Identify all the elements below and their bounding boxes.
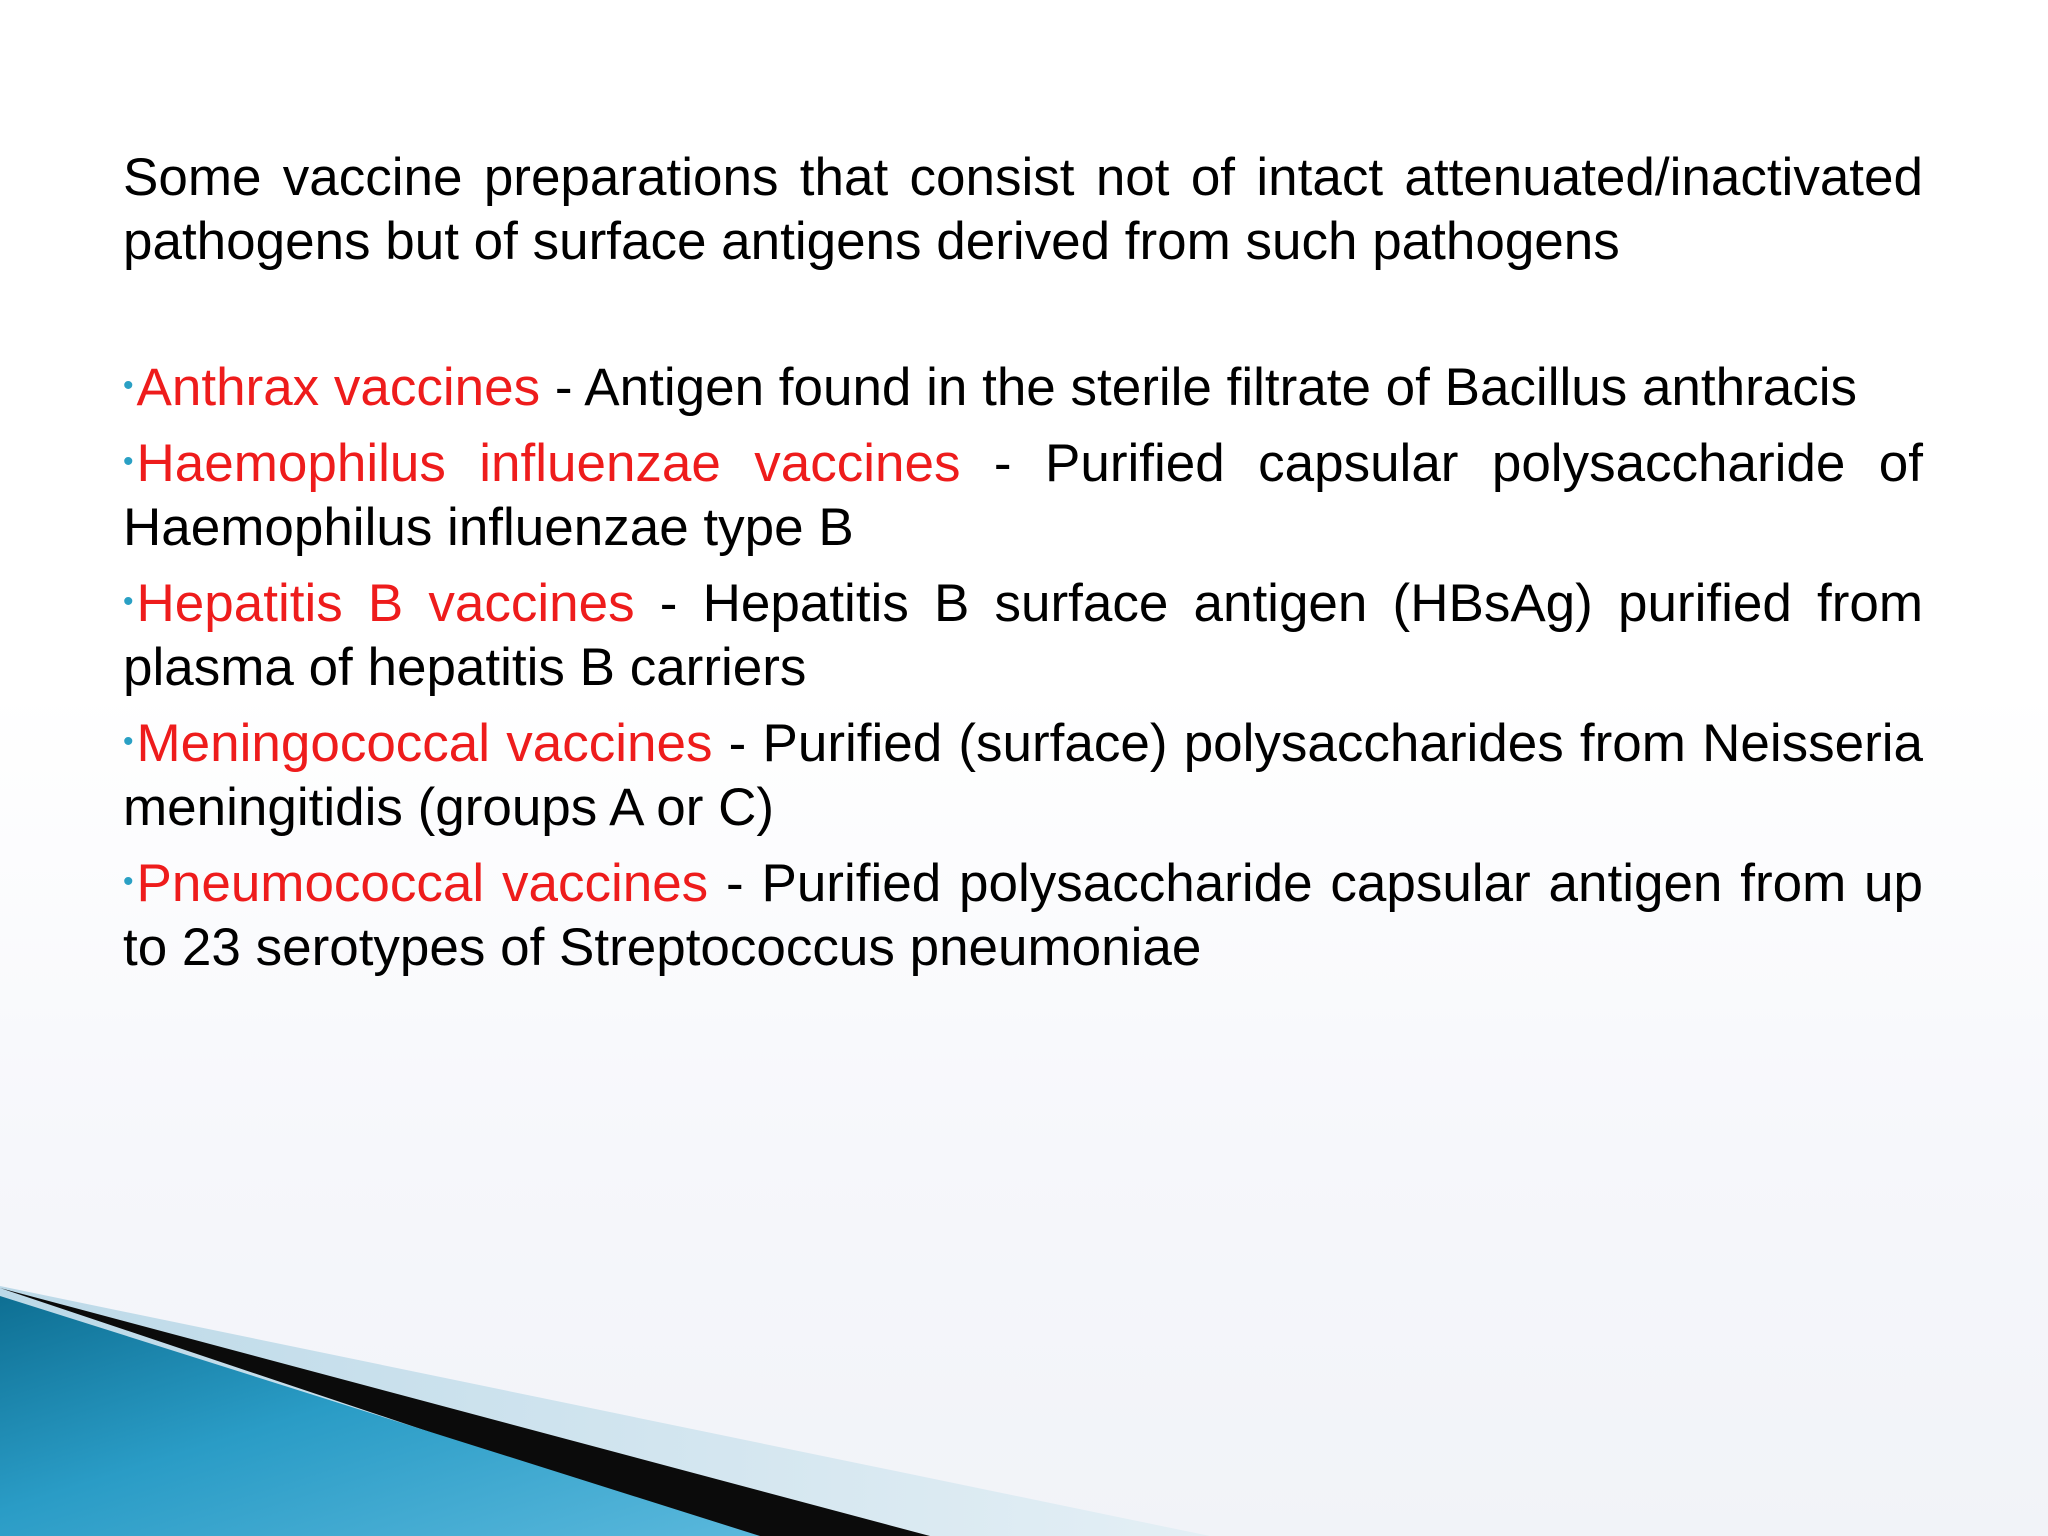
intro-paragraph: Some vaccine preparations that consist not of intact attenuated/inactivated pathogens but of surface antigens derived from such pathogens	[123, 148, 1923, 271]
vaccine-description: Purified capsular polysaccharide of Haemophilus influenzae type B	[123, 434, 1923, 557]
separator: -	[540, 358, 585, 417]
slide-content	[123, 146, 1923, 990]
separator: -	[634, 574, 703, 633]
vaccine-term: Anthrax vaccines	[136, 358, 541, 417]
list-item-pneumococcal	[123, 850, 1923, 980]
separator: -	[960, 434, 1045, 493]
bullet-icon: •	[123, 369, 134, 402]
vaccine-description: Purified polysaccharide capsular antigen from up to 23 serotypes of Streptococcus pneumoniae	[123, 854, 1923, 977]
teal-band	[0, 1296, 760, 1536]
list-item-anthrax	[123, 354, 1923, 420]
separator: -	[712, 714, 763, 773]
vaccine-term: Hepatitis B vaccines	[136, 574, 635, 633]
bullet-icon: •	[123, 865, 134, 898]
list-item-haemophilus	[123, 430, 1923, 560]
vaccine-list	[123, 354, 1923, 980]
separator: -	[708, 854, 762, 913]
list-item-meningococcal	[123, 710, 1923, 840]
bullet-icon: •	[123, 725, 134, 758]
vaccine-description: Purified (surface) polysaccharides from Neisseria meningitidis (groups A or C)	[123, 714, 1924, 837]
list-item-hepatitis-b	[123, 570, 1923, 700]
vaccine-term: Haemophilus influenzae vaccines	[136, 434, 961, 493]
bullet-icon: •	[123, 585, 134, 618]
vaccine-term: Pneumococcal vaccines	[136, 854, 709, 913]
bullet-icon: •	[123, 445, 134, 478]
corner-swoosh-decoration	[0, 1240, 2048, 1536]
vaccine-description: Hepatitis B surface antigen (HBsAg) purified from plasma of hepatitis B carriers	[123, 574, 1923, 697]
vaccine-description: Antigen found in the sterile filtrate of Bacillus anthracis	[584, 358, 1857, 417]
vaccine-term: Meningococcal vaccines	[136, 714, 713, 773]
